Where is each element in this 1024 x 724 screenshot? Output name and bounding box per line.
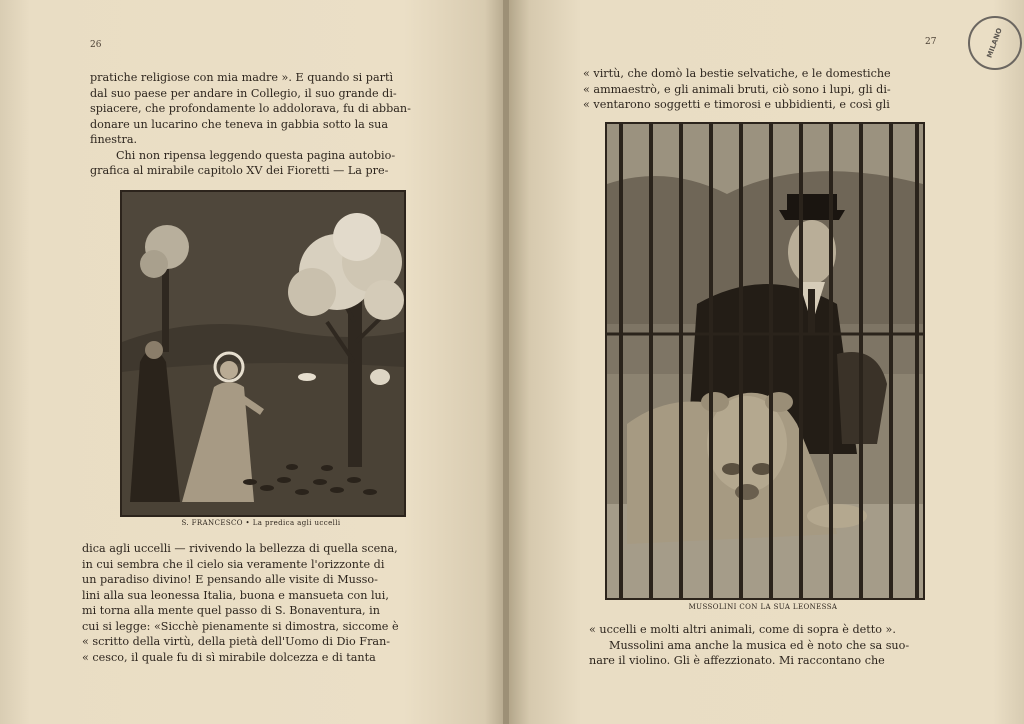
text-line: « ventarono soggetti e timorosi e ubbidienti, e così gli bbox=[583, 98, 890, 111]
stamp-text: MILANO bbox=[985, 26, 1005, 60]
text-line: grafica al mirabile capitolo XV dei Fioretti — La pre- bbox=[90, 164, 389, 177]
left-page-number: 26 bbox=[90, 40, 102, 50]
text-line: « virtù, che domò la bestie selvatiche, e le domestiche bbox=[583, 67, 891, 80]
text-line: « cesco, il quale fu di sì mirabile dolcezza e di tanta bbox=[82, 650, 376, 664]
right-page bbox=[509, 0, 1024, 724]
fresco-image bbox=[122, 192, 404, 515]
text-line: un paradiso divino! E pensando alle visite di Musso- bbox=[82, 573, 378, 586]
text-line: Chi non ripensa leggendo questa pagina autobio- bbox=[116, 148, 396, 162]
text-line: mi torna alla mente quel passo di S. Bonaventura, in bbox=[82, 604, 380, 617]
left-top-text bbox=[90, 70, 442, 179]
left-page bbox=[0, 0, 505, 724]
text-line: donare un lucarino che teneva in gabbia sotto la sua bbox=[90, 117, 389, 131]
text-line: dal suo paese per andare in Collegio, il suo grande di- bbox=[90, 86, 397, 100]
right-top-text bbox=[583, 66, 943, 113]
text-line: « uccelli e molti altri animali, come di sopra è detto ». bbox=[589, 623, 896, 636]
text-line: cui si legge: «Sicchè pienamente si dimostra, siccome è bbox=[82, 619, 399, 633]
left-bottom-text bbox=[82, 541, 442, 665]
mussolini-lioness-photo bbox=[605, 122, 925, 600]
right-page-number: 27 bbox=[925, 37, 937, 47]
library-stamp bbox=[968, 16, 1022, 70]
text-line: pratiche religiose con mia madre ». E quando si partì bbox=[90, 71, 394, 84]
cage-photo-image bbox=[607, 124, 923, 598]
st-francis-caption: S. FRANCESCO • La predica agli uccelli bbox=[181, 519, 341, 527]
text-line: « scritto della virtù, della pietà dell'Uomo di Dio Fran- bbox=[82, 635, 391, 648]
text-line: finestra. bbox=[90, 133, 138, 146]
text-line: nare il violino. Gli è affezzionato. Mi raccontano che bbox=[589, 654, 885, 667]
mussolini-caption: MUSSOLINI CON LA SUA LEONESSA bbox=[688, 603, 838, 611]
st-francis-illustration bbox=[120, 190, 406, 517]
text-line: dica agli uccelli — rivivendo la bellezza di quella scena, bbox=[82, 542, 398, 555]
text-line: in cui sembra che il cielo sia veramente l'orizzonte di bbox=[82, 557, 385, 571]
text-line: Mussolini ama anche la musica ed è noto che sa suo- bbox=[609, 638, 910, 652]
text-line: lini alla sua leonessa Italia, buona e mansueta con lui, bbox=[82, 588, 389, 602]
text-line: spiacere, che profondamente lo addolorava, fu di abban- bbox=[90, 102, 411, 115]
text-line: « ammaestrò, e gli animali bruti, ciò sono i lupi, gli di- bbox=[583, 82, 891, 96]
right-bottom-text bbox=[589, 622, 953, 669]
